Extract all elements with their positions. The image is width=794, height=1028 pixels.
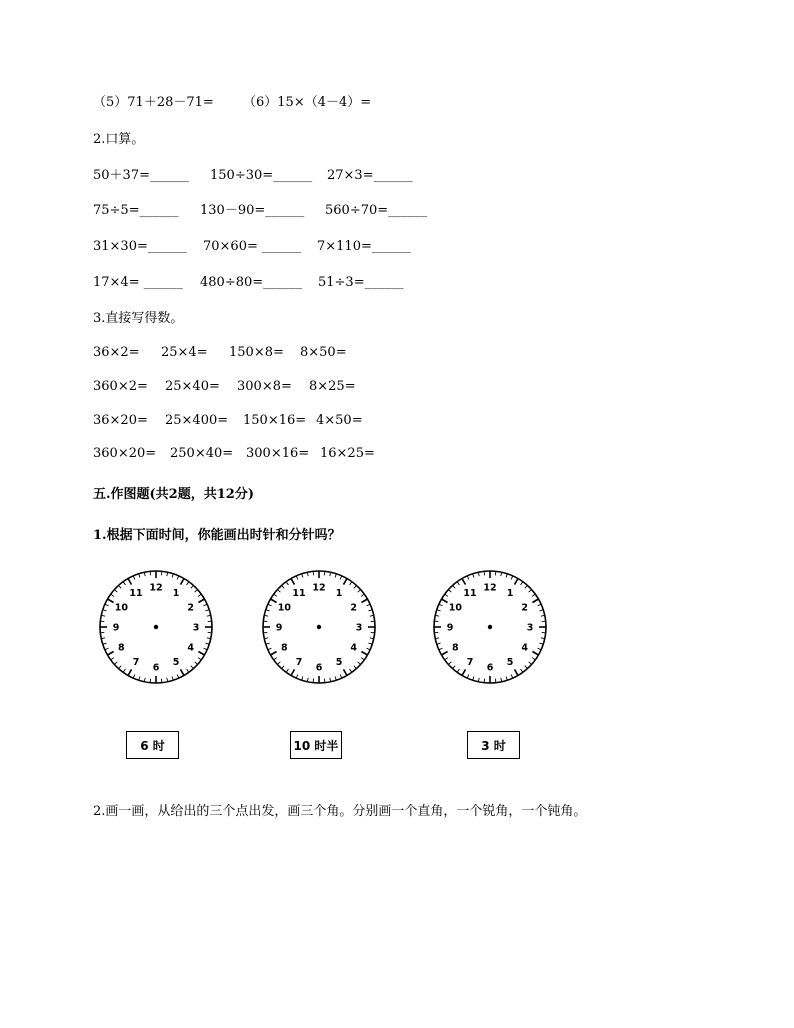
hour-tick (271, 652, 277, 656)
minute-tick (105, 648, 109, 650)
clock-number: 4 (350, 642, 357, 654)
clock-number: 10 (448, 602, 462, 614)
minute-tick (340, 576, 342, 580)
q3-row-2 (93, 378, 356, 396)
minute-tick (119, 666, 122, 669)
minute-tick (361, 594, 364, 596)
minute-tick (302, 574, 303, 578)
hour-tick (515, 669, 519, 675)
clock-number: 12 (483, 582, 497, 594)
q3-r2-c4: 8×25= (309, 379, 356, 394)
minute-tick (277, 590, 280, 593)
minute-tick (532, 658, 535, 660)
minute-tick (368, 643, 372, 644)
minute-tick (187, 582, 189, 585)
minute-tick (286, 669, 288, 672)
q2-r2-c3: 560÷70=______ (325, 203, 428, 218)
q2-r1-c2: 150÷30=______ (210, 168, 313, 183)
clock-number: 10 (277, 602, 291, 614)
clock-number: 7 (295, 657, 303, 669)
minute-tick (539, 643, 543, 644)
minute-tick (133, 675, 135, 679)
minute-tick (198, 594, 201, 596)
q2-r4-c3: 51÷3=______ (318, 275, 404, 290)
clock-number: 1 (172, 587, 180, 599)
minute-tick (103, 643, 107, 644)
q3-row-3 (93, 412, 363, 430)
clock-number: 1 (506, 587, 514, 599)
minute-tick (439, 648, 443, 650)
clock-number: 3 (355, 622, 363, 634)
clock-number: 5 (506, 657, 514, 669)
q3-row-4 (93, 445, 375, 463)
q2-row-4 (93, 274, 404, 292)
clock-number: 8 (281, 642, 288, 654)
minute-tick (539, 610, 543, 611)
hour-tick (271, 599, 277, 603)
minute-tick (340, 675, 342, 679)
minute-tick (453, 666, 456, 669)
s5-q1-text: 1.根据下面时间，你能画出时针和分针吗？ (93, 528, 341, 543)
hour-tick (515, 579, 519, 585)
minute-tick (296, 576, 298, 580)
minute-tick (445, 658, 448, 660)
q2-r2-c2: 130－90=______ (200, 203, 305, 218)
time-label-2: 10 时半 (290, 731, 342, 759)
q3-r4-c4: 16×25= (320, 446, 375, 461)
minute-tick (195, 590, 198, 593)
clock-number: 12 (312, 582, 326, 594)
minute-tick (198, 658, 201, 660)
clock-number: 7 (466, 657, 474, 669)
minute-tick (335, 676, 336, 680)
minute-tick (361, 658, 364, 660)
q2-r3-c3: 7×110=______ (317, 239, 411, 254)
hour-tick (532, 652, 538, 656)
clock-number: 7 (132, 657, 140, 669)
minute-tick (368, 610, 372, 611)
minute-tick (525, 585, 528, 588)
minute-tick (506, 676, 507, 680)
clock-number: 9 (446, 622, 454, 634)
minute-tick (467, 675, 469, 679)
minute-tick (195, 662, 198, 665)
q2-row-1 (93, 167, 413, 185)
minute-tick (521, 669, 523, 672)
minute-tick (123, 669, 125, 672)
minute-tick (538, 604, 542, 606)
minute-tick (448, 662, 451, 665)
minute-tick (204, 604, 208, 606)
minute-tick (529, 590, 532, 593)
minute-tick (177, 576, 179, 580)
clock-number: 11 (292, 587, 306, 599)
clock-face-3 (431, 568, 549, 686)
hour-tick (128, 579, 132, 585)
item-5: （5）71＋28－71= (93, 95, 214, 110)
minute-tick (529, 662, 532, 665)
clock-number: 4 (521, 642, 528, 654)
time-label-1: 6 时 (126, 731, 179, 759)
section-5-title: 五.作图题(共2题，共12分) (93, 487, 254, 502)
hour-tick (344, 669, 348, 675)
q2-r4-c2: 480÷80=______ (200, 275, 303, 290)
minute-tick (274, 594, 277, 596)
q3-r1-c4: 8×50= (300, 345, 347, 360)
clock-number: 3 (192, 622, 200, 634)
clock-number: 9 (112, 622, 120, 634)
clock-number: 6 (315, 662, 323, 674)
minute-tick (296, 675, 298, 679)
hour-tick (291, 669, 295, 675)
minute-tick (335, 574, 336, 578)
clock-number: 1 (335, 587, 343, 599)
hour-tick (181, 579, 185, 585)
minute-tick (457, 582, 459, 585)
minute-tick (204, 648, 208, 650)
minute-tick (191, 585, 194, 588)
s5-q2-text: 2.画一画，从给出的三个点出发，画三个角。分别画一个直角，一个锐角，一个钝角。 (93, 804, 587, 819)
clock-number: 4 (187, 642, 194, 654)
hour-tick (361, 652, 367, 656)
minute-tick (511, 675, 513, 679)
minute-tick (139, 574, 140, 578)
q3-row-1 (93, 344, 347, 362)
q2-r3-c2: 70×60= ______ (203, 239, 302, 254)
minute-tick (268, 648, 272, 650)
hour-tick (198, 599, 204, 603)
q3-title: 3.直接写得数。 (93, 311, 184, 326)
minute-tick (205, 610, 209, 611)
minute-tick (205, 643, 209, 644)
q2-r4-c1: 17×4= ______ (93, 275, 183, 290)
q3-r3-c2: 25×400= (165, 413, 229, 428)
minute-tick (191, 666, 194, 669)
hour-tick (361, 599, 367, 603)
minute-tick (172, 676, 173, 680)
hour-tick (291, 579, 295, 585)
hour-tick (442, 652, 448, 656)
minute-tick (282, 666, 285, 669)
minute-tick (133, 576, 135, 580)
clock-number: 11 (463, 587, 477, 599)
minute-tick (457, 669, 459, 672)
minute-tick (105, 604, 109, 606)
clock-face-1 (97, 568, 215, 686)
minute-tick (521, 582, 523, 585)
clock-number: 10 (114, 602, 128, 614)
clock-center-dot (317, 625, 321, 629)
q3-r2-c3: 300×8= (237, 379, 292, 394)
minute-tick (453, 585, 456, 588)
minute-tick (511, 576, 513, 580)
clock-number: 2 (521, 602, 528, 614)
clock-face-2 (260, 568, 378, 686)
row-items-5-6 (93, 94, 371, 112)
minute-tick (111, 594, 114, 596)
clock-number: 6 (152, 662, 160, 674)
minute-tick (367, 648, 371, 650)
hour-tick (442, 599, 448, 603)
hour-tick (198, 652, 204, 656)
q2-row-3 (93, 238, 411, 256)
minute-tick (114, 590, 117, 593)
minute-tick (139, 676, 140, 680)
minute-tick (467, 576, 469, 580)
minute-tick (437, 643, 441, 644)
q2-r1-c3: 27×3=______ (327, 168, 413, 183)
minute-tick (266, 643, 270, 644)
q3-r3-c1: 36×20= (93, 413, 148, 428)
q3-r3-c4: 4×50= (316, 413, 363, 428)
hour-tick (462, 579, 466, 585)
clock-number: 2 (350, 602, 357, 614)
minute-tick (111, 658, 114, 660)
q3-r2-c2: 25×40= (165, 379, 220, 394)
clock-number: 12 (149, 582, 163, 594)
q3-r1-c3: 150×8= (229, 345, 284, 360)
clock-number: 3 (526, 622, 534, 634)
minute-tick (302, 676, 303, 680)
minute-tick (532, 594, 535, 596)
clock-number: 5 (335, 657, 343, 669)
q3-r1-c1: 36×2= (93, 345, 140, 360)
clock-number: 6 (486, 662, 494, 674)
minute-tick (103, 610, 107, 611)
minute-tick (439, 604, 443, 606)
minute-tick (538, 648, 542, 650)
q3-r2-c1: 360×2= (93, 379, 148, 394)
hour-tick (344, 579, 348, 585)
minute-tick (354, 666, 357, 669)
minute-tick (473, 574, 474, 578)
q3-r4-c1: 360×20= (93, 446, 157, 461)
minute-tick (437, 610, 441, 611)
clock-center-dot (154, 625, 158, 629)
clock-number: 2 (187, 602, 194, 614)
minute-tick (354, 585, 357, 588)
clock-number: 8 (452, 642, 459, 654)
minute-tick (350, 669, 352, 672)
minute-tick (172, 574, 173, 578)
minute-tick (445, 594, 448, 596)
clock-number: 9 (275, 622, 283, 634)
minute-tick (119, 585, 122, 588)
hour-tick (108, 599, 114, 603)
minute-tick (123, 582, 125, 585)
hour-tick (462, 669, 466, 675)
q3-r4-c2: 250×40= (170, 446, 234, 461)
minute-tick (358, 662, 361, 665)
q2-r1-c1: 50＋37=______ (93, 168, 189, 183)
minute-tick (525, 666, 528, 669)
hour-tick (108, 652, 114, 656)
hour-tick (532, 599, 538, 603)
clock-number: 5 (172, 657, 180, 669)
minute-tick (358, 590, 361, 593)
clock-number: 11 (129, 587, 143, 599)
minute-tick (114, 662, 117, 665)
minute-tick (350, 582, 352, 585)
q2-r3-c1: 31×30=______ (93, 239, 187, 254)
minute-tick (286, 582, 288, 585)
minute-tick (177, 675, 179, 679)
minute-tick (266, 610, 270, 611)
minute-tick (277, 662, 280, 665)
minute-tick (473, 676, 474, 680)
item-6: （6）15×（4－4）= (243, 95, 372, 110)
hour-tick (128, 669, 132, 675)
q2-title: 2.口算。 (93, 132, 145, 147)
q3-r4-c3: 300×16= (246, 446, 310, 461)
hour-tick (181, 669, 185, 675)
clock-number: 8 (118, 642, 125, 654)
minute-tick (282, 585, 285, 588)
minute-tick (448, 590, 451, 593)
minute-tick (187, 669, 189, 672)
q2-r2-c1: 75÷5=______ (93, 203, 179, 218)
minute-tick (506, 574, 507, 578)
minute-tick (274, 658, 277, 660)
clock-center-dot (488, 625, 492, 629)
q3-r3-c3: 150×16= (243, 413, 307, 428)
q3-r1-c2: 25×4= (161, 345, 208, 360)
minute-tick (367, 604, 371, 606)
time-label-3: 3 时 (467, 731, 520, 759)
q2-row-2 (93, 202, 427, 220)
minute-tick (268, 604, 272, 606)
